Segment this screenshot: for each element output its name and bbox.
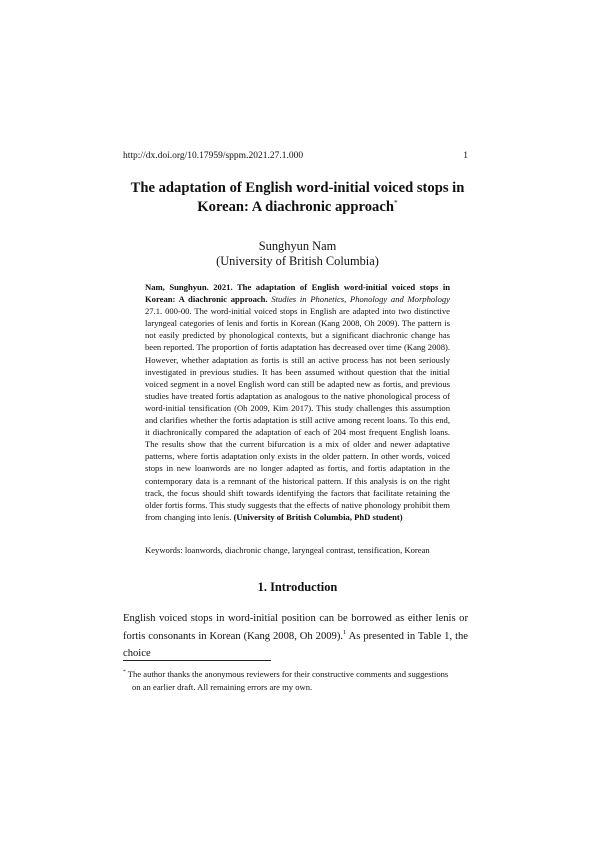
author-block xyxy=(100,239,495,268)
intro-text-2: As presented in Table 1, the choice xyxy=(123,630,469,659)
footnote-ref-1[interactable]: 1 xyxy=(343,628,347,636)
abstract-affiliation: (University of British Columbia, PhD student) xyxy=(233,511,403,522)
footnote-mark: * xyxy=(123,669,126,675)
footnote-line-1: The author thanks the anonymous reviewers for their constructive comments and suggestions xyxy=(125,669,449,679)
footnote-line-1-wrap xyxy=(123,669,448,679)
paper-title xyxy=(110,179,485,217)
footnote-line-2: on an earlier draft. All remaining errors are my own. xyxy=(132,681,313,692)
title-footnote-mark[interactable]: * xyxy=(393,198,398,207)
keywords: Keywords: loanwords, diachronic change, laryngeal contrast, tensification, Korean xyxy=(145,545,430,555)
footnote-rule xyxy=(123,660,271,661)
author-affiliation: (University of British Columbia) xyxy=(216,253,379,268)
section-heading: 1. Introduction xyxy=(257,580,338,594)
abstract-citation: Nam, Sunghyun. 2021. The adaptation of English word-initial voiced stops in Korean: A diachronic approach. xyxy=(145,282,450,305)
title-line-2: Korean: A diachronic approach xyxy=(197,199,394,215)
running-header xyxy=(123,151,468,163)
journal-name: Studies in Phonetics, Phonology and Morphology xyxy=(271,294,450,305)
abstract xyxy=(145,281,450,523)
abstract-body: 27.1. 000-00. The word-initial voiced stops in English are adapted into two distinctive laryngeal categories of lenis and fortis in Korean (Kang 2008, Oh 2009). The pattern is not easily predicted by phonological contexts, but a significant diachronic change has been reported. The proportion of fortis adaptation has decreased over time (Kang 2008). However, whether adaptation as fortis is still an active process has not been seriously investigated in previous studies. It has been assumed without question that the initial voiced segment in a novel English word can still be adapted new as fortis, and previous studies have treated fortis adaptation as analogous to the native phonological process of word-initial tensification (Oh 2009, Kim 2017). This study challenges this assumption and clarifies whether the fortis adaptation is still active among recent loans. To this end, it diachronically compared the adaptation of each of 204 most frequent English loans. The results show that the current bifurcation is a mix of older and newer adaptative patterns, where fortis adaptation only exists in the older pattern. In other words, voiced stops in new loanwords are no longer adapted as fortis, and fortis adaptation in the contemporary data is a remnant of the historical pattern. If this analysis is on the right track, the focus should shift towards identifying the factors that facilitate retaining the older fortis forms. This study suggests that the effects of native phonology prohibit them from changing into lenis. xyxy=(145,306,450,522)
intro-paragraph xyxy=(123,610,468,663)
title-line-1: The adaptation of English word-initial voiced stops in xyxy=(130,180,465,196)
author-name: Sunghyun Nam xyxy=(258,239,337,253)
page-number: 1 xyxy=(463,151,468,161)
intro-text-1: English voiced stops in word-initial position can be borrowed as either lenis or fortis consonants in Korean (Kang 2008, Oh 2009). xyxy=(123,613,468,642)
doi-link[interactable]: http://dx.doi.org/10.17959/sppm.2021.27.1.000 xyxy=(123,151,304,161)
footnote xyxy=(123,668,468,693)
